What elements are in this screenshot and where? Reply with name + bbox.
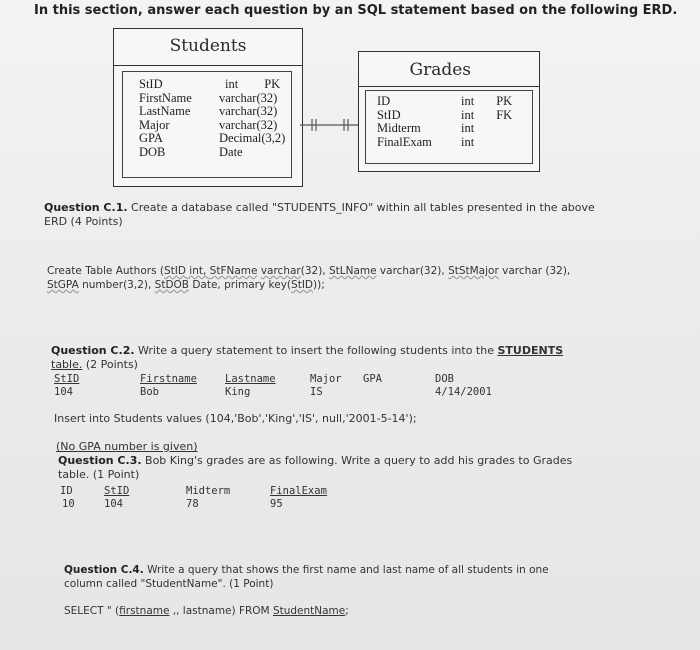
students-field: LastName: [139, 104, 191, 119]
question-c4-text: Write a query that shows the first name and last name of all students in one: [143, 564, 549, 576]
c2-header: StID: [54, 373, 80, 385]
question-c3-points: table. (1 Point): [58, 468, 140, 481]
answer-c1-text: varchar(32),: [376, 265, 449, 277]
question-c1-text: Create a database called "STUDENTS_INFO" within all tables presented in the above: [127, 201, 595, 214]
answer-c1-text: ));: [313, 279, 325, 291]
c2-insert-answer: Insert into Students values (104,'Bob','King','IS', null,'2001-5-14');: [54, 412, 417, 425]
grades-entity-title: Grades: [409, 60, 471, 80]
grades-field: FinalExam: [377, 134, 432, 149]
c3-header: FinalExam: [270, 485, 327, 497]
question-c4: [64, 563, 549, 591]
answer-c1-token: StStMajor: [448, 265, 499, 277]
students-field: DOB: [139, 144, 166, 159]
students-field-types: [219, 78, 285, 160]
answer-c1-token: StGPA: [47, 279, 79, 291]
students-field: Major: [139, 117, 170, 132]
relationship-connector: [300, 115, 360, 135]
grades-type: int PK: [461, 94, 513, 108]
students-field: StID: [139, 77, 163, 91]
students-type: varchar(32): [219, 117, 278, 132]
c2-cell: Bob: [140, 386, 159, 398]
question-c2: [51, 344, 563, 372]
students-field: GPA: [139, 131, 163, 146]
c3-header: Midterm: [186, 485, 231, 497]
question-c3: [58, 454, 572, 482]
question-c2-table-name: STUDENTS: [497, 344, 564, 357]
c2-header: Lastname: [225, 373, 276, 385]
question-c1-label: Question C.1.: [44, 201, 128, 214]
grades-type: int FK: [461, 107, 513, 122]
answer-c1-text: int,: [185, 265, 210, 277]
grades-field-names: [377, 95, 432, 149]
question-c2-points: (2 Points): [82, 358, 138, 371]
answer-c1-text: varchar (32),: [498, 265, 571, 277]
c3-header: StID: [104, 485, 130, 497]
answer-c1-text: (32),: [300, 265, 329, 277]
students-type: varchar(32): [219, 104, 278, 119]
c2-header: DOB: [435, 373, 454, 385]
c2-cell: 4/14/2001: [435, 386, 492, 398]
c2-header: GPA: [363, 373, 382, 385]
instructions-heading: In this section, answer each question by an SQL statement based on the following ERD.: [34, 3, 678, 18]
question-c4-label: Question C.4.: [64, 564, 144, 576]
question-c1-points: ERD (4 Points): [44, 215, 123, 228]
grades-fields-box: [365, 90, 533, 164]
c3-cell: 78: [186, 498, 199, 510]
students-type: Date: [219, 144, 243, 159]
c4-answer-text: ,, lastname) FROM: [169, 605, 273, 617]
c2-cell: IS: [310, 386, 323, 398]
question-c4-points: column called "StudentName". (1 Point): [64, 578, 274, 590]
answer-c1-token: varchar: [260, 265, 301, 277]
c4-answer-token: firstname: [119, 605, 170, 617]
students-title-divider: [114, 65, 302, 66]
c4-answer-token: StudentName: [272, 605, 346, 617]
c3-header: ID: [60, 485, 73, 497]
c4-answer-text: SELECT " (: [64, 605, 120, 617]
grades-field: Midterm: [377, 121, 421, 136]
grades-entity: [358, 51, 540, 172]
answer-c1-token: StDOB: [154, 279, 189, 291]
answer-c1-text: Date, primary key(: [189, 279, 292, 291]
students-type: Decimal(3,2): [219, 131, 286, 146]
answer-c1-text: number(3,2),: [78, 279, 155, 291]
grades-fk: FK: [496, 107, 513, 122]
question-c2-text: Write a query statement to insert the following students into the: [134, 344, 498, 357]
answer-c1-token: StFName: [209, 265, 258, 277]
c2-note: (No GPA number is given): [56, 440, 198, 453]
students-fields-box: [122, 71, 292, 178]
answer-c1: [47, 264, 570, 292]
answer-c1-token: StID: [163, 265, 186, 277]
students-entity-title: Students: [169, 36, 247, 56]
c4-answer-text: ;: [345, 605, 349, 617]
c2-header: Major: [310, 373, 342, 385]
question-c2-label: Question C.2.: [51, 344, 135, 357]
grades-field: StID: [377, 107, 401, 122]
students-pk: PK: [264, 77, 281, 91]
students-field-names: [139, 78, 192, 160]
question-c2-text: table.: [51, 358, 83, 371]
question-c1: [44, 201, 595, 229]
c3-cell: 104: [104, 498, 123, 510]
c2-cell: 104: [54, 386, 73, 398]
grades-field-types: [461, 95, 512, 149]
grades-title-divider: [359, 86, 539, 87]
students-type: int PK: [225, 77, 281, 91]
answer-c1-text: Create Table Authors (: [47, 265, 164, 277]
students-entity: [113, 28, 303, 187]
grades-type: int: [461, 121, 475, 136]
grades-field: ID: [377, 94, 391, 108]
question-c3-label: Question C.3.: [58, 454, 142, 467]
c3-cell: 10: [62, 498, 75, 510]
grades-pk: PK: [496, 94, 513, 108]
students-type: varchar(32): [219, 90, 278, 105]
students-field: FirstName: [139, 90, 192, 105]
c2-cell: King: [225, 386, 251, 398]
grades-type: int: [461, 134, 475, 149]
question-c3-text: Bob King's grades are as following. Write a query to add his grades to Grades: [141, 454, 573, 467]
answer-c1-token: StID: [291, 279, 313, 291]
c3-cell: 95: [270, 498, 283, 510]
c2-header: Firstname: [140, 373, 197, 385]
answer-c1-token: StLName: [328, 265, 377, 277]
c4-select-answer: [64, 604, 349, 618]
